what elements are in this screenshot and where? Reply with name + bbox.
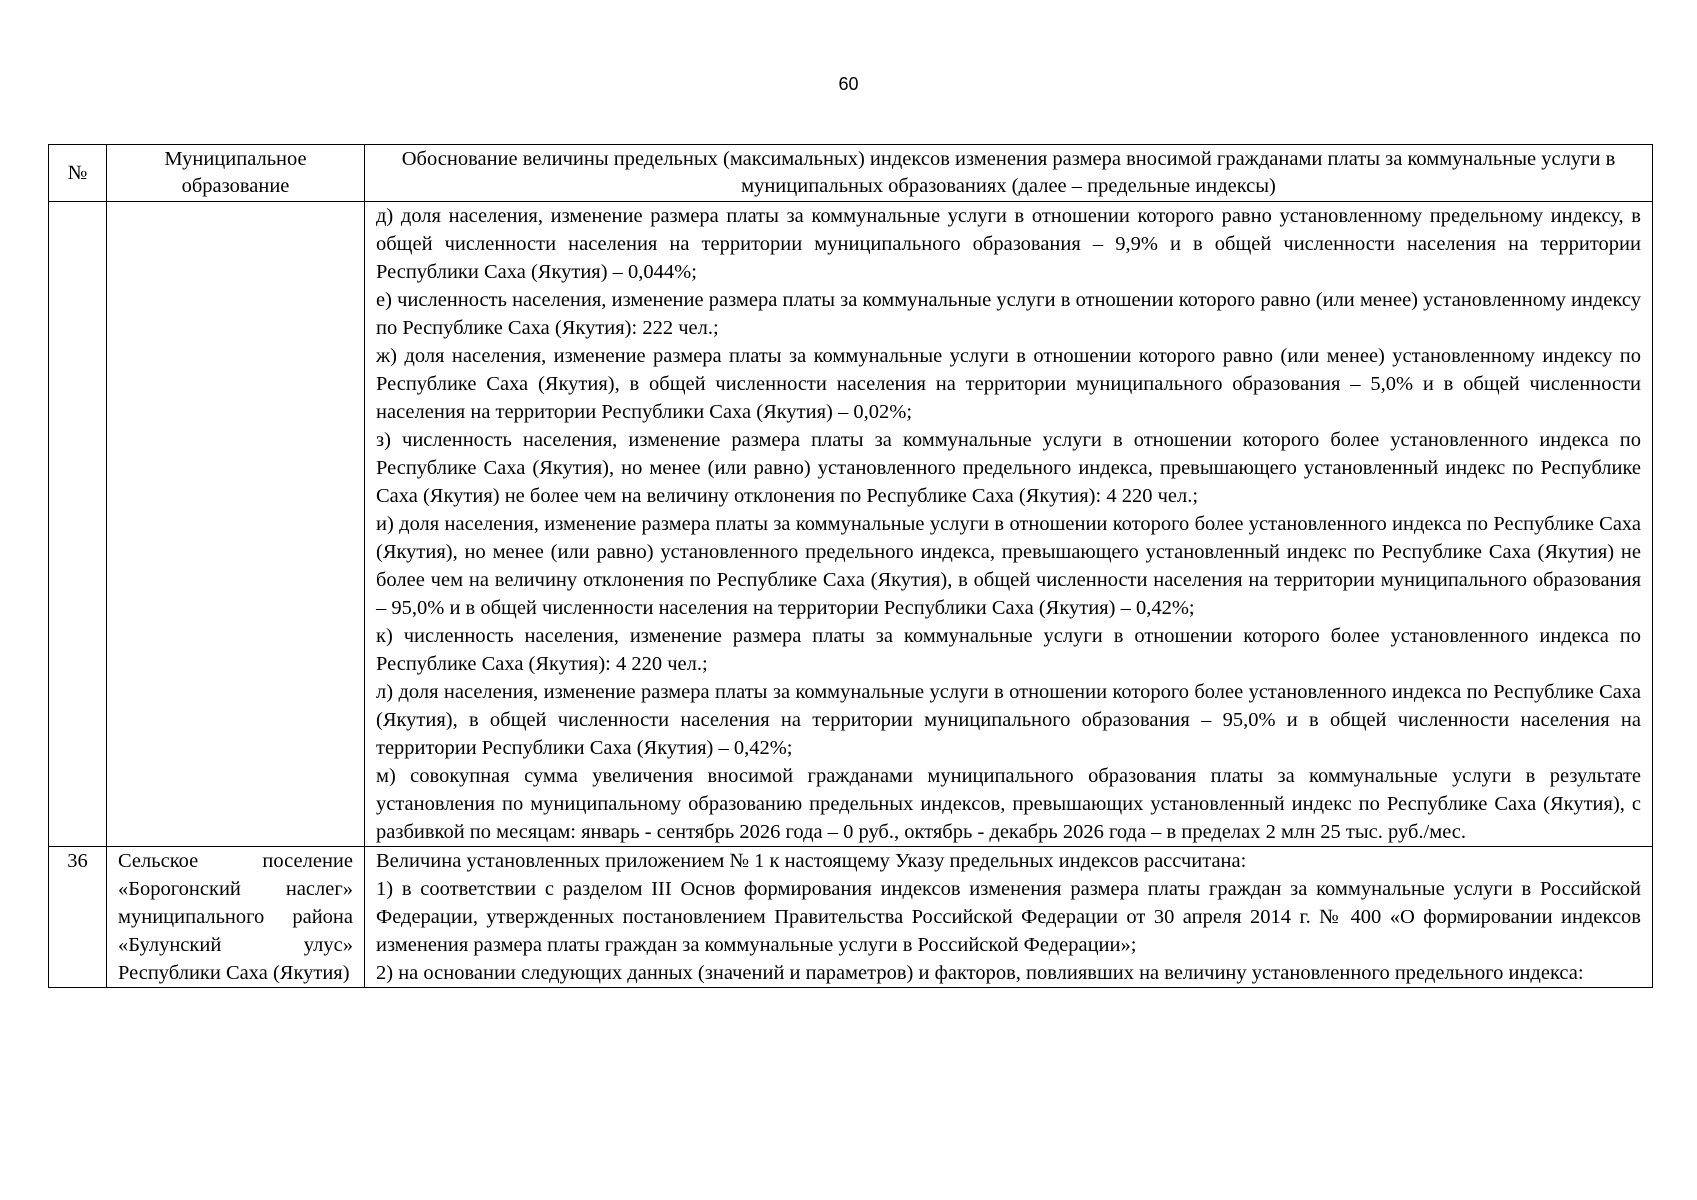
paragraph-l: л) доля населения, изменение размера платы за коммунальные услуги в отношении которого более установленного индекса по Республике Саха (Якутия), в общей численности населения на территории муниципального образования – 95,0% и в общей численности населения на территории Республики Саха (Якутия) – 0,42%; — [376, 681, 1641, 759]
row-number-cell — [49, 202, 107, 847]
justification-table — [48, 144, 1653, 988]
paragraph-2: 2) на основании следующих данных (значений и параметров) и факторов, повлиявших на величину установленного предельного индекса: — [376, 962, 1584, 984]
municipality-cell — [107, 202, 365, 847]
header-number: № — [49, 145, 107, 202]
table-row — [49, 202, 1653, 847]
header-justification: Обоснование величины предельных (максимальных) индексов изменения размера вносимой гражданами платы за коммунальные услуги в муниципальных образованиях (далее – предельные индексы) — [365, 145, 1653, 202]
justification-cell — [365, 202, 1653, 847]
paragraph-intro: Величина установленных приложением № 1 к настоящему Указу предельных индексов рассчитана: — [376, 850, 1247, 872]
table-header-row — [49, 145, 1653, 202]
paragraph-e: е) численность населения, изменение размера платы за коммунальные услуги в отношении которого равно (или менее) установленному индексу по Республике Саха (Якутия): 222 чел.; — [376, 289, 1641, 339]
paragraph-i: и) доля населения, изменение размера платы за коммунальные услуги в отношении которого более установленного индекса по Республике Саха (Якутия), но менее (или равно) установленного предельного индекса, превышающего установленный индекс по Республике Саха (Якутия) не более чем на величину отклонения по Республике Саха (Якутия), в общей численности населения на территории муниципального образования – 95,0% и в общей численности населения на территории Республики Саха (Якутия) – 0,42%; — [376, 513, 1641, 619]
page-number: 60 — [838, 74, 859, 94]
paragraph-k: к) численность населения, изменение размера платы за коммунальные услуги в отношении которого более установленного индекса по Республике Саха (Якутия): 4 220 чел.; — [376, 625, 1641, 675]
paragraph-1: 1) в соответствии с разделом III Основ формирования индексов изменения размера платы граждан за коммунальные услуги в Российской Федерации, утвержденных постановлением Правительства Российской Федерации от 30 апреля 2014 г. № 400 «О формировании индексов изменения размера платы граждан за коммунальные услуги в Российской Федерации»; — [376, 878, 1641, 956]
table-row — [49, 847, 1653, 988]
paragraph-zh: ж) доля населения, изменение размера платы за коммунальные услуги в отношении которого равно (или менее) установленному индексу по Республике Саха (Якутия), в общей численности населения на территории муниципального образования – 5,0% и в общей численности населения на территории Республики Саха (Якутия) – 0,02%; — [376, 345, 1641, 423]
header-municipality: Муниципальное образование — [107, 145, 365, 202]
paragraph-d: д) доля населения, изменение размера платы за коммунальные услуги в отношении которого равно установленному предельному индексу, в общей численности населения на территории муниципального образования – 9,9% и в общей численности населения на территории Республики Саха (Якутия) – 0,044%; — [376, 205, 1641, 283]
paragraph-m: м) совокупная сумма увеличения вносимой гражданами муниципального образования платы за коммунальные услуги в результате установления по муниципальному образованию предельных индексов, превышающих установленный индекс по Республике Саха (Якутия), с разбивкой по месяцам: январь - сентябрь 2026 года – 0 руб., октябрь - декабрь 2026 года – в пределах 2 млн 25 тыс. руб./мес. — [376, 765, 1641, 843]
row-number-cell: 36 — [49, 847, 107, 988]
municipality-cell: Сельское поселение «Борогонский наслег» муниципального района «Булунский улус» Республики Саха (Якутия) — [107, 847, 365, 988]
justification-cell — [365, 847, 1653, 988]
paragraph-z: з) численность населения, изменение размера платы за коммунальные услуги в отношении которого более установленного индекса по Республике Саха (Якутия), но менее (или равно) установленного предельного индекса, превышающего установленный индекс по Республике Саха (Якутия) не более чем на величину отклонения по Республике Саха (Якутия): 4 220 чел.; — [376, 429, 1641, 507]
